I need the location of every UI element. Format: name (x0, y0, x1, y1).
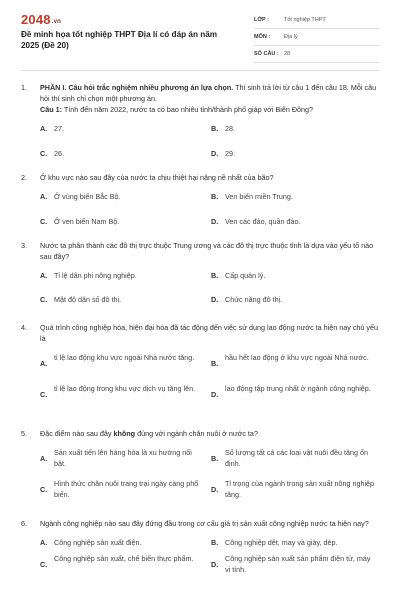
info-label: MÔN : (254, 34, 271, 40)
options-grid (40, 123, 380, 169)
option-letter: C. (40, 485, 48, 494)
option-text: lao động tập trung nhất ở ngành công nghiệp. (225, 384, 371, 393)
option-a[interactable] (40, 123, 210, 134)
question-sub-label: Câu 1: (40, 105, 62, 114)
option-text: Cấp quản lý. (225, 271, 266, 280)
option-a[interactable] (40, 537, 205, 548)
option-letter: D. (211, 485, 219, 494)
option-letter: C. (40, 149, 48, 158)
question-number: 1. (21, 83, 27, 92)
option-text: Công nghiệp sản xuất sản phẩm điện tử, máy vi tính. (225, 554, 371, 574)
option-a[interactable] (40, 191, 210, 202)
option-letter: C. (40, 560, 48, 569)
exam-info-box (254, 12, 380, 63)
question-stem: Tính đến năm 2022, nước ta có bao nhiêu tỉnh/thành phố giáp với Biển Đông? (61, 105, 314, 114)
option-a[interactable] (40, 352, 205, 369)
option-d[interactable] (211, 294, 381, 305)
question-body (40, 172, 380, 237)
option-letter: A. (40, 192, 48, 201)
section-instructions: Thí sinh trả lời từ câu 1 đến câu 18. Mỗi câu hỏi thí sinh chỉ chọn một phương án. (40, 83, 377, 103)
option-letter: B. (211, 538, 219, 547)
option-d[interactable] (211, 383, 376, 400)
question-number: 3. (21, 241, 27, 250)
info-value: 28 (284, 51, 291, 57)
option-text: Tỉ trọng của ngành trong sản xuất nông nghiệp tăng. (225, 479, 375, 499)
option-letter: A. (40, 359, 48, 368)
option-letter: A. (40, 454, 48, 463)
question-stem: Ở khu vực nào sau đây của nước ta chịu thiệt hại nặng nề nhất của bão? (40, 173, 274, 182)
option-letter: D. (211, 295, 219, 304)
options-grid (40, 191, 380, 237)
option-text: Ở vùng biển Bắc Bộ. (54, 192, 121, 201)
option-text: tỉ lệ lao động khu vực ngoài Nhà nước tăng. (54, 353, 195, 362)
options-grid (40, 537, 380, 587)
question-stem: Quá trình công nghiệp hóa, hiện đại hóa đã tác động đến việc sử dụng lao động nước ta hiện nay chủ yếu là (40, 323, 379, 343)
option-text: 26. (54, 149, 64, 158)
option-text: Công nghiệp dệt, may và giày, dép. (225, 538, 338, 547)
option-letter: B. (211, 454, 219, 463)
question-body (40, 82, 380, 169)
option-letter: D. (211, 217, 219, 226)
option-c[interactable] (40, 553, 205, 570)
question-number: 5. (21, 429, 27, 438)
option-letter: C. (40, 217, 48, 226)
site-logo[interactable] (21, 12, 61, 27)
section-heading: PHẦN I. Câu hỏi trắc nghiệm nhiều phương án lựa chọn. (40, 83, 234, 92)
question-stem (40, 428, 380, 439)
option-letter: B. (211, 124, 219, 133)
option-text: Số lượng tất cả các loại vật nuôi đều tăng ổn định. (225, 448, 368, 468)
question-stem-end: đúng với ngành chăn nuôi ở nước ta? (135, 429, 258, 438)
document-title: Đề minh họa tốt nghiệp THPT Địa lí có đáp án năm 2025 (Đề 20) (21, 30, 218, 50)
question-number: 4. (21, 323, 27, 332)
option-b[interactable] (211, 352, 376, 369)
option-text: Mật độ dân số đô thị. (54, 295, 122, 304)
option-text: hầu hết lao động ở khu vực ngoài Nhà nước. (225, 353, 369, 362)
section-intro (40, 82, 380, 104)
option-c[interactable] (40, 478, 205, 500)
options-grid (40, 270, 380, 316)
option-text: Ven các đảo, quần đảo. (225, 217, 301, 226)
options-grid (40, 447, 380, 507)
info-label: LỚP : (254, 17, 269, 23)
option-letter: B. (211, 271, 219, 280)
option-text: Ven biển miền Trung. (225, 192, 293, 201)
info-row-class (254, 12, 380, 29)
option-text: Tỉ lệ dân phi nông nghiệp. (54, 271, 137, 280)
question-body (40, 518, 380, 587)
option-text: Sản xuất tiến lên hàng hóa là xu hướng nổi bật. (54, 448, 192, 468)
option-text: Chức năng đô thị. (225, 295, 283, 304)
option-b[interactable] (211, 447, 376, 469)
option-text: tỉ lệ lao động trong khu vực dịch vụ tăng lên. (54, 384, 196, 393)
question-body (40, 428, 380, 507)
option-text: Công nghiệp sản xuất, chế biến thực phẩm. (54, 554, 194, 563)
info-row-count (254, 46, 380, 63)
info-row-subject (254, 29, 380, 46)
option-letter: B. (211, 359, 219, 368)
question-body (40, 240, 380, 316)
option-letter: C. (40, 295, 48, 304)
option-b[interactable] (211, 270, 381, 281)
question-stem: Nước ta phân thành các đô thị trực thuộc Trung ương và các đô thị trực thuộc tỉnh là dựa vào yếu tố nào sau đây? (40, 241, 374, 261)
option-letter: D. (211, 390, 219, 399)
option-a[interactable] (40, 447, 205, 469)
option-letter: A. (40, 538, 48, 547)
option-d[interactable] (211, 216, 381, 227)
info-label: SỐ CÂU : (254, 51, 279, 57)
question-stem-start: Đặc điểm nào sau đây (40, 429, 114, 438)
option-text: 29. (225, 149, 235, 158)
document-header (0, 0, 400, 66)
question-number: 2. (21, 173, 27, 182)
option-letter: A. (40, 124, 48, 133)
question-stem: Ngành công nghiệp nào sau đây đứng đầu trong cơ cấu giá trị sản xuất công nghiệp nước ta hiện nay? (40, 519, 369, 528)
option-letter: A. (40, 271, 48, 280)
option-b[interactable] (211, 191, 381, 202)
logo-text: 2048 (21, 12, 51, 27)
option-b[interactable] (211, 123, 381, 134)
question-body (40, 322, 380, 412)
option-b[interactable] (211, 537, 376, 548)
option-text: 27. (54, 124, 64, 133)
question-stem-emphasis: không (113, 429, 136, 438)
option-c[interactable] (40, 148, 210, 159)
options-grid (40, 352, 380, 412)
option-d[interactable] (211, 553, 376, 575)
option-text: Ở ven biển Nam Bộ. (54, 217, 120, 226)
option-letter: C. (40, 390, 48, 399)
option-text: Công nghiệp sản xuất điện. (54, 538, 142, 547)
question-number: 6. (21, 519, 27, 528)
info-value: Tốt nghiệp THPT (284, 17, 326, 23)
option-d[interactable] (211, 478, 376, 500)
option-letter: D. (211, 149, 219, 158)
option-d[interactable] (211, 148, 381, 159)
option-c[interactable] (40, 216, 210, 227)
option-text: Hình thức chăn nuôi trang trại ngày càng phổ biến. (54, 479, 199, 499)
option-letter: B. (211, 192, 219, 201)
question-text (40, 104, 380, 115)
option-letter: D. (211, 560, 219, 569)
info-value: Địa lý (284, 34, 298, 40)
option-a[interactable] (40, 270, 210, 281)
option-c[interactable] (40, 294, 210, 305)
header-divider (21, 70, 380, 71)
option-text: 28. (225, 124, 235, 133)
option-c[interactable] (40, 383, 205, 400)
logo-suffix: .vn (51, 19, 62, 25)
